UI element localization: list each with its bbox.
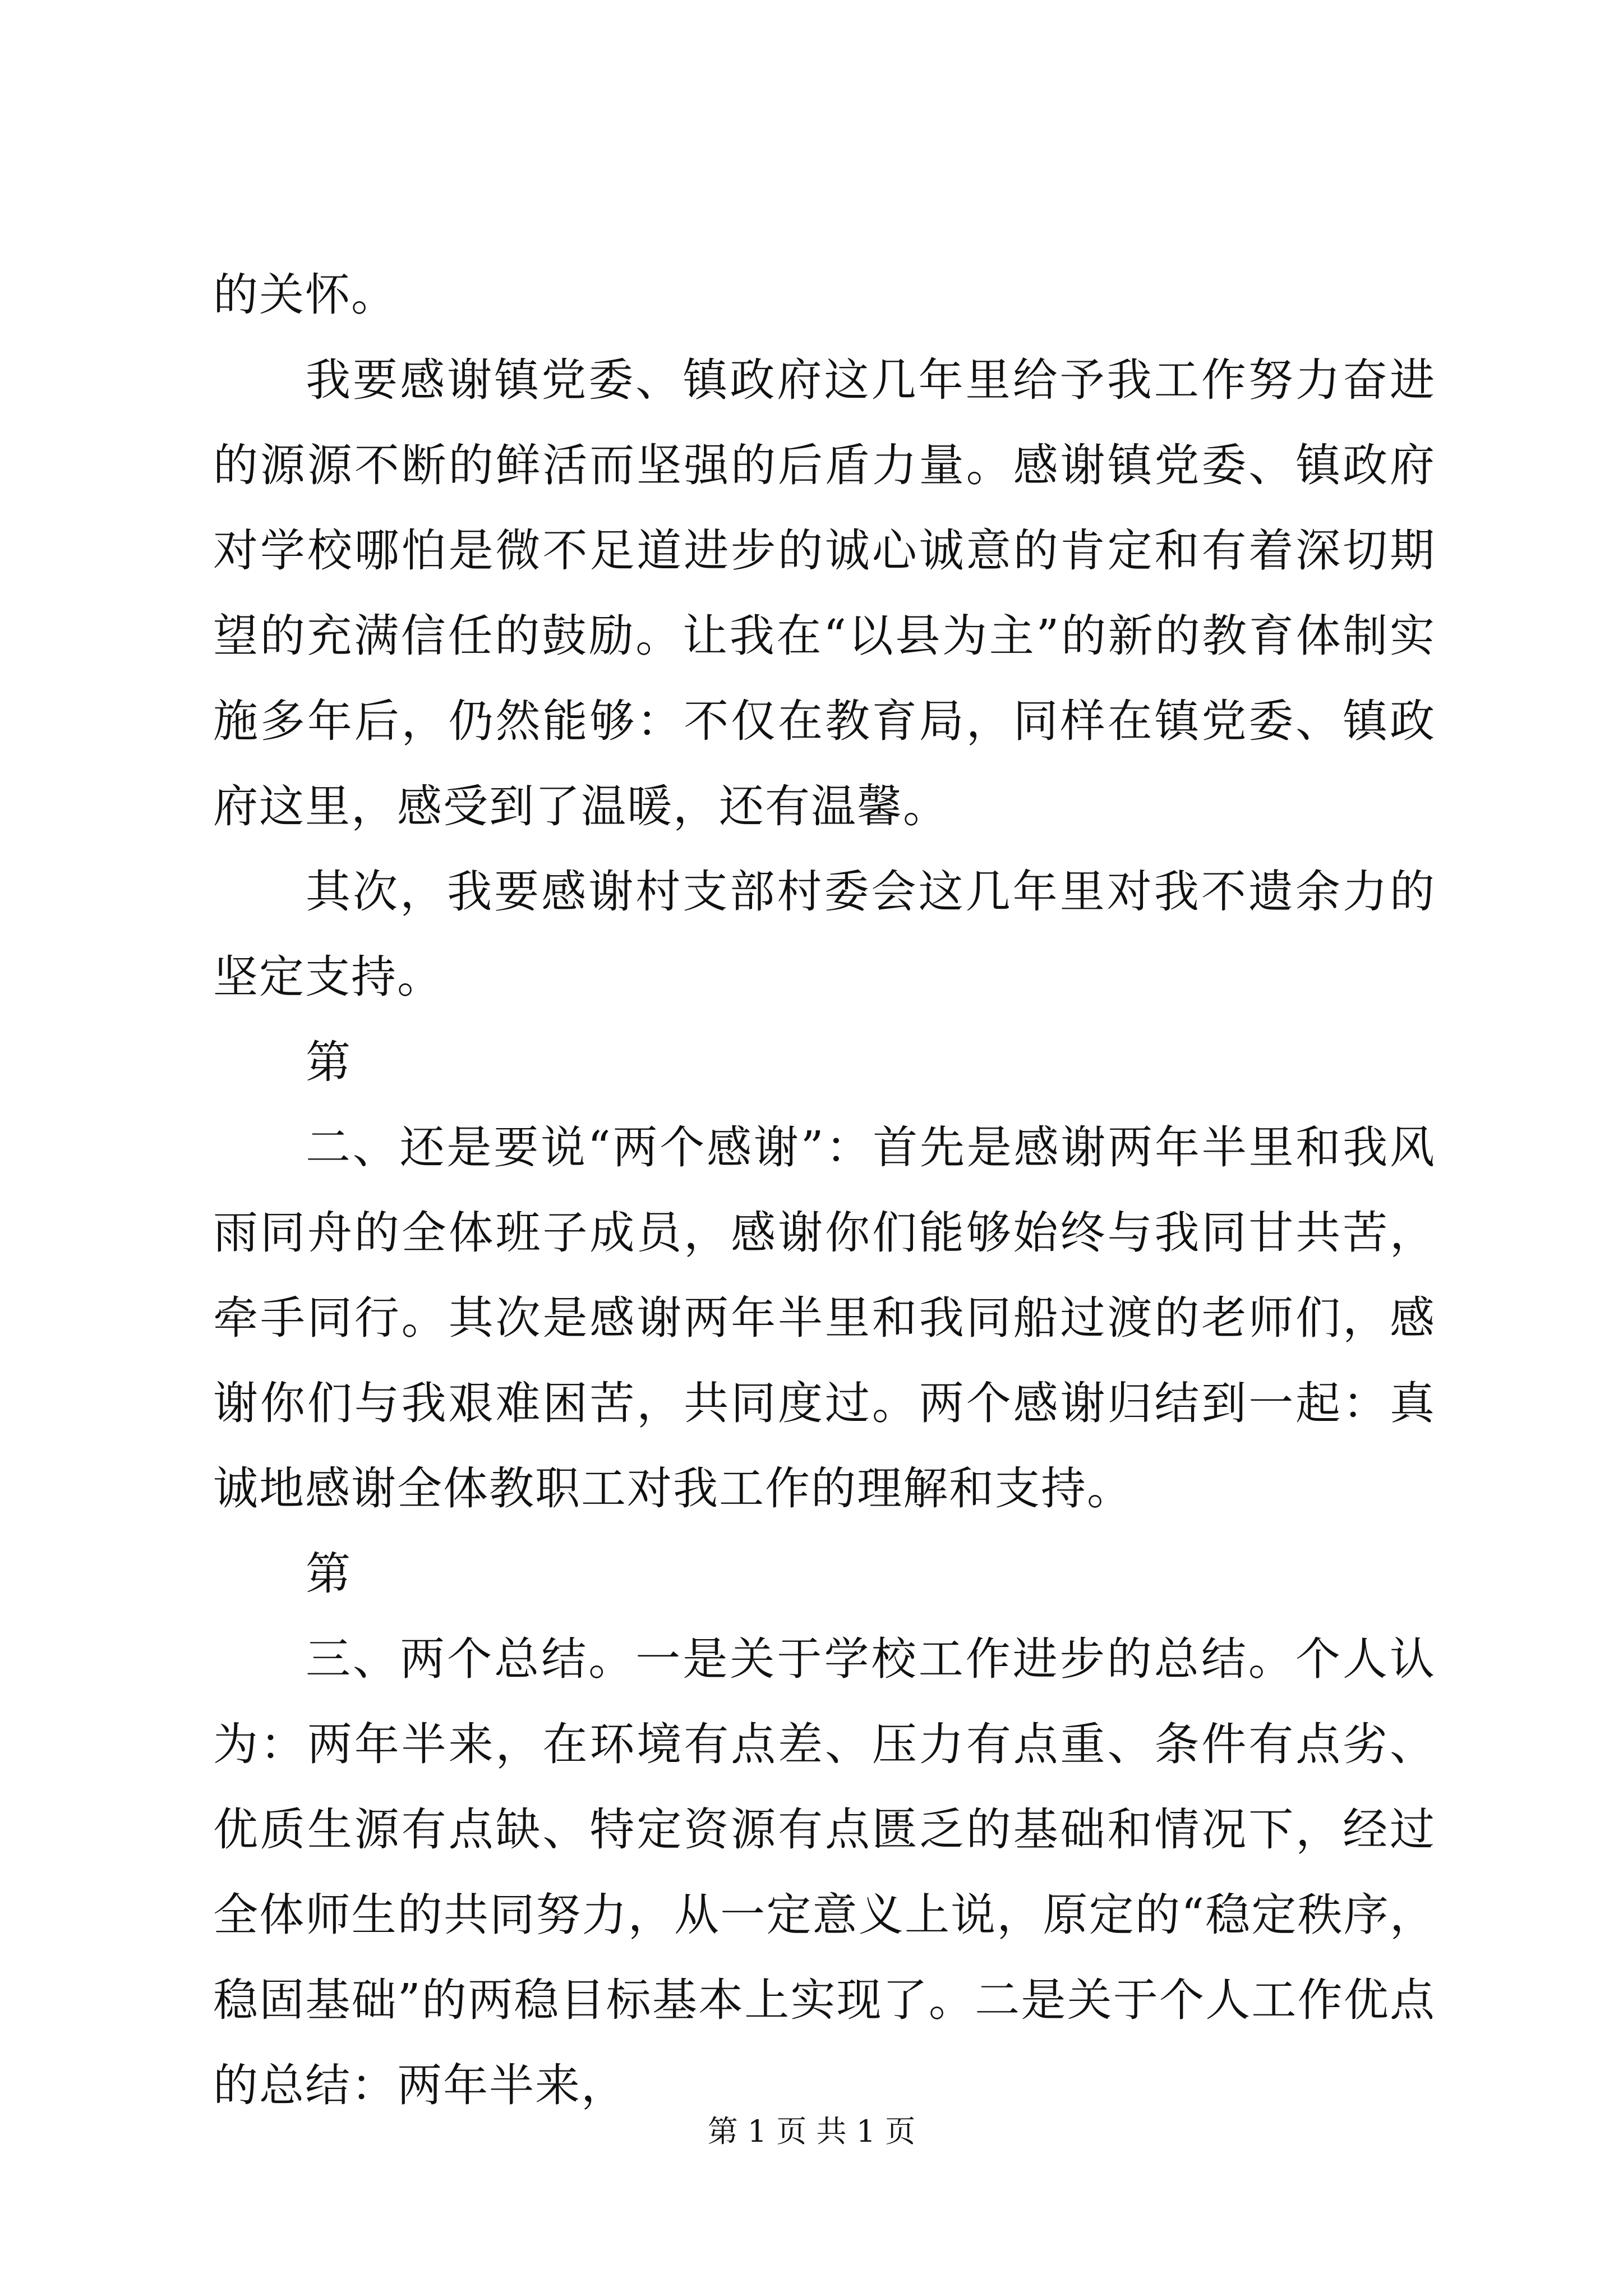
- page-number-label: 第 1 页 共 1 页: [707, 2114, 916, 2149]
- paragraph: 三、两个总结。一是关于学校工作进步的总结。个人认为：两年半来，在环境有点差、压力有点重、条件有点劣、优质生源有点缺、特定资源有点匮乏的基础和情况下，经过全体师生的共同努力，从一定意义上说，原定的“稳定秩序，稳固基础”的两稳目标基本上实现了。二是关于个人工作优点的总结：两年半来，: [213, 1633, 1436, 2111]
- document-body: [213, 252, 1436, 2128]
- paragraph: 其次，我要感谢村支部村委会这几年里对我不遗余力的坚定支持。: [213, 866, 1436, 1003]
- paragraph: 我要感谢镇党委、镇政府这几年里给予我工作努力奋进的源源不断的鲜活而坚强的后盾力量。感谢镇党委、镇政府对学校哪怕是微不足道进步的诚心诚意的肯定和有着深切期望的充满信任的鼓励。让我在“以县为主”的新的教育体制实施多年后，仍然能够：不仅在教育局，同样在镇党委、镇政府这里，感受到了温暖，还有温馨。: [213, 354, 1436, 832]
- paragraph: 第: [306, 1548, 352, 1600]
- paragraph: 第: [306, 1036, 352, 1088]
- paragraph: 的关怀。: [213, 269, 397, 321]
- paragraph: 二、还是要说“两个感谢”：首先是感谢两年半里和我风雨同舟的全体班子成员，感谢你们能够始终与我同甘共苦，牵手同行。其次是感谢两年半里和我同船过渡的老师们，感谢你们与我艰难困苦，共同度过。两个感谢归结到一起：真诚地感谢全体教职工对我工作的理解和支持。: [213, 1121, 1436, 1515]
- page-footer: [0, 2109, 1623, 2154]
